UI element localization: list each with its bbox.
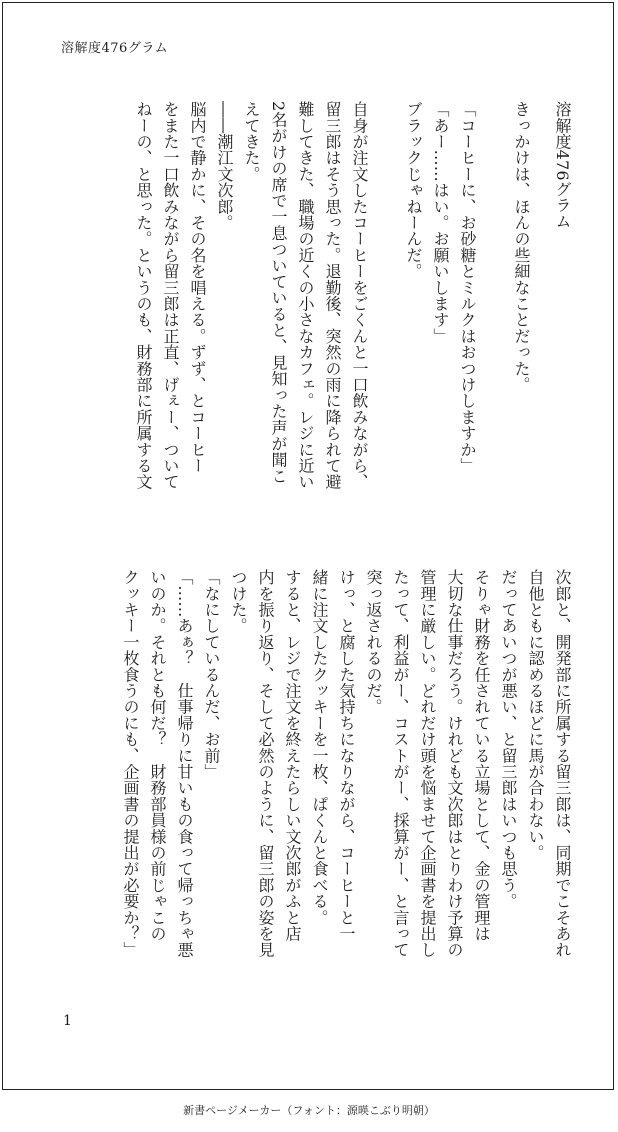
text-line: 「なにしているんだ、お前」 — [202, 569, 221, 780]
text-line: だってあいつが悪い、と留三郎はいつも思う。 — [499, 569, 518, 910]
running-header: 溶解度476グラム — [61, 41, 169, 56]
text-line: 緒に注文したクッキーを一枚、ぱくんと食べる。 — [310, 569, 329, 926]
text-line: ねーの、と思った。というのも、財務部に所属する文 — [134, 101, 153, 490]
text-line: いのか。それとも何だ？ 財務部員様の前じゃこの — [148, 569, 167, 942]
text-line: 自他ともに認めるほどに馬が合わない。 — [526, 569, 545, 861]
text-line: けっ、と腐した気持ちになりながら、コーヒーと一 — [337, 569, 356, 942]
text-line: つけた。 — [229, 569, 248, 634]
text-line: 管理に厳しい。どれだけ頭を悩ませて企画書を提出し — [418, 569, 437, 958]
text-line: 留三郎はそう思った。退勤後、突然の雨に降られて避 — [323, 101, 342, 490]
text-line: すると、レジで注文を終えたらしい文次郎がふと店 — [283, 569, 302, 942]
chapter-title: 溶解度476グラム — [553, 101, 572, 230]
text-line: 内を振り返り、そして必然のように、留三郎の姿を見 — [256, 569, 275, 958]
text-line: きっかけは、ほんの些細なことだった。 — [512, 101, 531, 393]
blank-line — [373, 101, 400, 533]
text-line: 自身が注文したコーヒーをごくんと一口飲みながら、 — [350, 101, 369, 490]
text-line: えてきた。 — [242, 101, 261, 182]
text-line: ――潮江文次郎。 — [215, 101, 234, 231]
text-line: クッキー一枚食うのにも、企画書の提出が必要か？」 — [121, 569, 140, 958]
text-line: ブラックじゃねーんだ。 — [404, 101, 423, 280]
blank-line — [481, 101, 508, 533]
text-line: 難してきた、職場の近くの小さなカフェ。レジに近い — [296, 101, 315, 490]
text-line: 突っ返されるのだ。 — [364, 569, 383, 715]
vertical-text-block-lower — [56, 569, 576, 1001]
text-line: 次郎と、開発部に所属する留三郎は、同期でこそあれ — [553, 569, 572, 958]
text-line: 2名がけの席で一息ついていると、見知った声が聞こ — [269, 101, 288, 484]
text-line: 「……あぁ？ 仕事帰りに甘いもの食って帰っちゃ悪 — [175, 569, 194, 958]
text-line: そりゃ財務を任されている立場として、金の管理は — [472, 569, 491, 942]
text-line: 「あー……はい。お願いします」 — [431, 101, 450, 344]
footer-credit: 新書ページメーカー（フォント：源暎こぶり明朝） — [183, 1104, 435, 1117]
vertical-text-block-upper — [56, 101, 576, 533]
book-page — [2, 2, 614, 1090]
text-line: たって、利益がー、コストがー、採算がー、と言って — [391, 569, 410, 958]
text-line: 「コーヒーに、お砂糖とミルクはおつけしますか」 — [458, 101, 477, 474]
page-number: 1 — [63, 1013, 72, 1029]
text-line: 大切な仕事だろう。けれども文次郎はとりわけ予算の — [445, 569, 464, 958]
text-line: をまた一口飲みながら留三郎は正直、げぇー、ついて — [161, 101, 180, 490]
text-line: 脳内で静かに、その名を唱える。ずず、とコーヒー — [188, 101, 207, 474]
